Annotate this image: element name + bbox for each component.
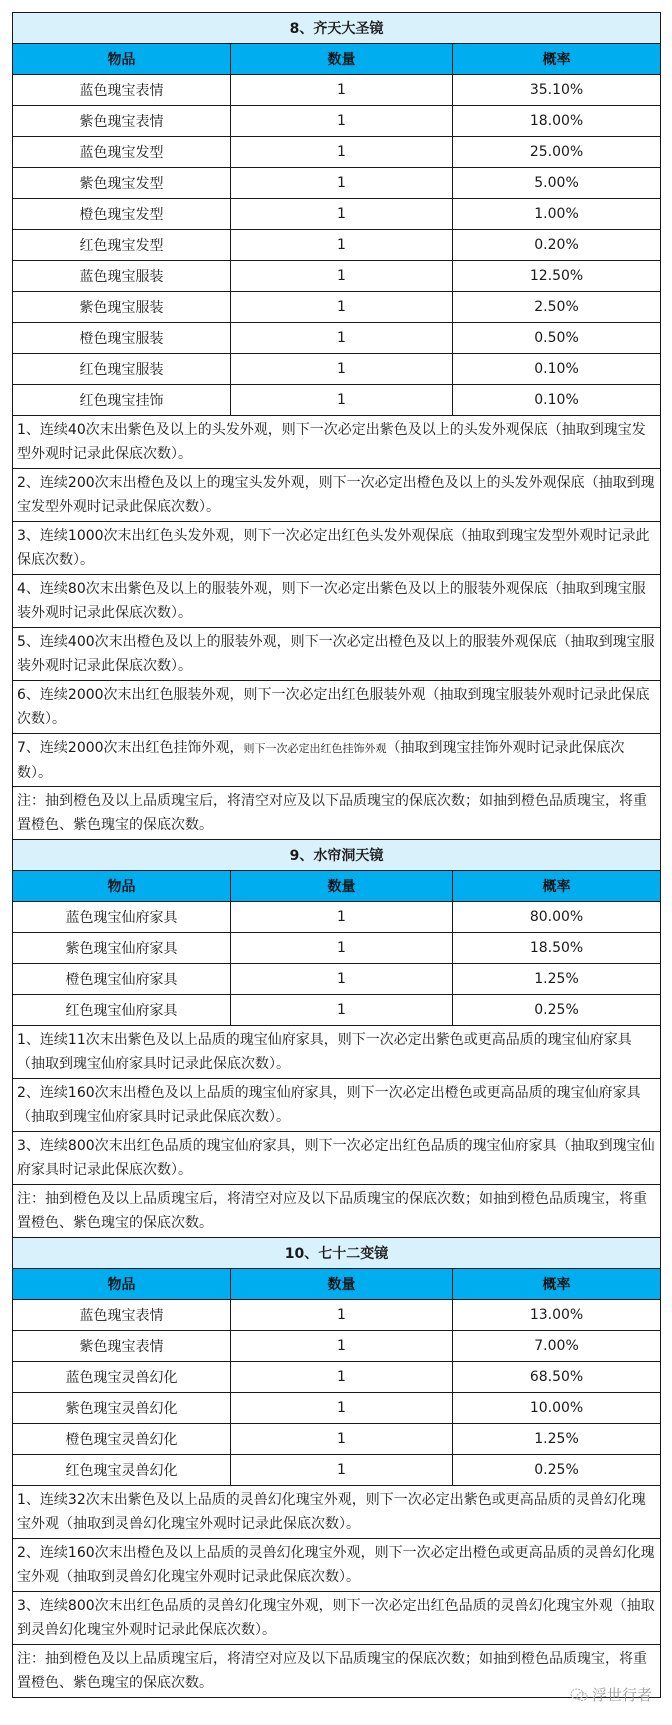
probability-cell: 0.10%	[453, 354, 661, 385]
quantity-cell: 1	[231, 106, 453, 137]
quantity-cell: 1	[231, 902, 453, 933]
item-name-cell: 红色瑰宝服装	[13, 354, 231, 385]
item-name-cell: 橙色瑰宝仙府家具	[13, 964, 231, 995]
item-name-cell: 红色瑰宝仙府家具	[13, 995, 231, 1026]
footnote-row	[13, 1645, 661, 1698]
pity-rule-note: 1、连续40次末出紫色及以上的头发外观，则下一次必定出紫色及以上的头发外观保底（抽取到瑰宝发型外观时记录此保底次数）。	[13, 416, 661, 469]
pity-rule-note: 3、连续1000次末出红色头发外观，则下一次必定出红色头发外观保底（抽取到瑰宝发型外观时记录此保底次数）。	[13, 522, 661, 575]
probability-cell: 12.50%	[453, 261, 661, 292]
probability-cell: 2.50%	[453, 292, 661, 323]
quantity-cell: 1	[231, 168, 453, 199]
probability-cell: 0.25%	[453, 995, 661, 1026]
item-name-cell: 紫色瑰宝表情	[13, 106, 231, 137]
footnote-row	[13, 787, 661, 840]
footnote: 注：抽到橙色及以上品质瑰宝后，将清空对应及以下品质瑰宝的保底次数；如抽到橙色品质瑰宝，将重置橙色、紫色瑰宝的保底次数。	[13, 1185, 661, 1238]
table-row	[13, 354, 661, 385]
note-row	[13, 416, 661, 469]
probability-cell: 1.25%	[453, 1424, 661, 1455]
table-row	[13, 902, 661, 933]
probability-cell: 13.00%	[453, 1300, 661, 1331]
note-row	[13, 575, 661, 628]
note-row	[13, 734, 661, 787]
item-name-cell: 蓝色瑰宝表情	[13, 75, 231, 106]
pity-rule-note	[13, 734, 661, 787]
table-row	[13, 964, 661, 995]
probability-cell: 0.20%	[453, 230, 661, 261]
item-name-cell: 蓝色瑰宝灵兽幻化	[13, 1362, 231, 1393]
item-name-cell: 蓝色瑰宝仙府家具	[13, 902, 231, 933]
note-row	[13, 522, 661, 575]
quantity-cell: 1	[231, 1424, 453, 1455]
quantity-cell: 1	[231, 199, 453, 230]
table-row	[13, 1362, 661, 1393]
item-name-cell: 蓝色瑰宝发型	[13, 137, 231, 168]
column-header: 物品	[13, 871, 231, 902]
probability-cell: 18.00%	[453, 106, 661, 137]
column-header-row	[13, 44, 661, 75]
column-header: 概率	[453, 1269, 661, 1300]
footnote-row	[13, 1185, 661, 1238]
table-row	[13, 199, 661, 230]
table-row	[13, 1331, 661, 1362]
pity-rule-note: 2、连续160次末出橙色及以上品质的灵兽幻化瑰宝外观，则下一次必定出橙色或更高品质的灵兽幻化瑰宝外观（抽取到灵兽幻化瑰宝外观时记录此保底次数）。	[13, 1539, 661, 1592]
table-row	[13, 323, 661, 354]
quantity-cell: 1	[231, 1300, 453, 1331]
probability-cell: 68.50%	[453, 1362, 661, 1393]
probability-cell: 35.10%	[453, 75, 661, 106]
note-text-small: 则下一次必定出红色挂饰外观	[243, 742, 387, 755]
quantity-cell: 1	[231, 230, 453, 261]
note-row	[13, 1486, 661, 1539]
pity-rule-note: 1、连续32次末出紫色及以上品质的灵兽幻化瑰宝外观，则下一次必定出紫色或更高品质的灵兽幻化瑰宝外观（抽取到灵兽幻化瑰宝外观时记录此保底次数）。	[13, 1486, 661, 1539]
quantity-cell: 1	[231, 1393, 453, 1424]
pity-rule-note: 5、连续400次末出橙色及以上的服装外观，则下一次必定出橙色及以上的服装外观保底（抽取到瑰宝服装外观时记录此保底次数）。	[13, 628, 661, 681]
item-name-cell: 蓝色瑰宝表情	[13, 1300, 231, 1331]
footnote: 注：抽到橙色及以上品质瑰宝后，将清空对应及以下品质瑰宝的保底次数；如抽到橙色品质瑰宝，将重置橙色、紫色瑰宝的保底次数。	[13, 1645, 661, 1698]
column-header: 概率	[453, 44, 661, 75]
section-title: 9、水帘洞天镜	[13, 840, 661, 871]
note-row	[13, 1026, 661, 1079]
pity-rule-note: 3、连续800次末出红色品质的灵兽幻化瑰宝外观，则下一次必定出红色品质的灵兽幻化瑰宝外观（抽取到灵兽幻化瑰宝外观时记录此保底次数）。	[13, 1592, 661, 1645]
item-name-cell: 橙色瑰宝发型	[13, 199, 231, 230]
table-row	[13, 385, 661, 416]
column-header-row	[13, 1269, 661, 1300]
section-title-row	[13, 1238, 661, 1269]
item-name-cell: 橙色瑰宝服装	[13, 323, 231, 354]
section-title: 8、齐天大圣镜	[13, 13, 661, 44]
table-row	[13, 1455, 661, 1486]
probability-cell: 80.00%	[453, 902, 661, 933]
quantity-cell: 1	[231, 995, 453, 1026]
quantity-cell: 1	[231, 75, 453, 106]
table-row	[13, 292, 661, 323]
note-row	[13, 628, 661, 681]
item-name-cell: 红色瑰宝发型	[13, 230, 231, 261]
quantity-cell: 1	[231, 933, 453, 964]
item-name-cell: 紫色瑰宝灵兽幻化	[13, 1393, 231, 1424]
section-title-row	[13, 840, 661, 871]
table-row	[13, 1300, 661, 1331]
column-header: 数量	[231, 1269, 453, 1300]
drop-rate-document	[12, 12, 660, 1698]
column-header: 数量	[231, 44, 453, 75]
pity-rule-note: 1、连续11次末出紫色及以上品质的瑰宝仙府家具，则下一次必定出紫色或更高品质的瑰宝仙府家具（抽取到瑰宝仙府家具时记录此保底次数）。	[13, 1026, 661, 1079]
pity-rule-note: 4、连续80次末出紫色及以上的服装外观，则下一次必定出紫色及以上的服装外观保底（抽取到瑰宝服装外观时记录此保底次数）。	[13, 575, 661, 628]
table-row	[13, 995, 661, 1026]
table-row	[13, 168, 661, 199]
watermark	[570, 1684, 652, 1705]
section-title: 10、七十二变镜	[13, 1238, 661, 1269]
quantity-cell: 1	[231, 261, 453, 292]
note-row	[13, 469, 661, 522]
item-name-cell: 紫色瑰宝仙府家具	[13, 933, 231, 964]
column-header: 概率	[453, 871, 661, 902]
item-name-cell: 紫色瑰宝发型	[13, 168, 231, 199]
probability-cell: 10.00%	[453, 1393, 661, 1424]
drop-rate-table	[12, 12, 661, 1698]
note-text: （抽取到瑰宝挂饰外观时记录此保底次数）。	[17, 740, 625, 781]
section-title-row	[13, 13, 661, 44]
item-name-cell: 红色瑰宝灵兽幻化	[13, 1455, 231, 1486]
table-row	[13, 137, 661, 168]
column-header-row	[13, 871, 661, 902]
note-row	[13, 1592, 661, 1645]
note-row	[13, 681, 661, 734]
note-row	[13, 1132, 661, 1185]
table-row	[13, 1424, 661, 1455]
quantity-cell: 1	[231, 1362, 453, 1393]
quantity-cell: 1	[231, 1331, 453, 1362]
probability-cell: 5.00%	[453, 168, 661, 199]
pity-rule-note: 2、连续160次末出橙色及以上品质的瑰宝仙府家具，则下一次必定出橙色或更高品质的瑰宝仙府家具（抽取到瑰宝仙府家具时记录此保底次数）。	[13, 1079, 661, 1132]
quantity-cell: 1	[231, 292, 453, 323]
probability-cell: 25.00%	[453, 137, 661, 168]
column-header: 物品	[13, 44, 231, 75]
table-row	[13, 261, 661, 292]
item-name-cell: 紫色瑰宝表情	[13, 1331, 231, 1362]
probability-cell: 18.50%	[453, 933, 661, 964]
column-header: 数量	[231, 871, 453, 902]
quantity-cell: 1	[231, 354, 453, 385]
probability-cell: 1.25%	[453, 964, 661, 995]
item-name-cell: 蓝色瑰宝服装	[13, 261, 231, 292]
column-header: 物品	[13, 1269, 231, 1300]
footnote: 注：抽到橙色及以上品质瑰宝后，将清空对应及以下品质瑰宝的保底次数；如抽到橙色品质瑰宝，将重置橙色、紫色瑰宝的保底次数。	[13, 787, 661, 840]
table-row	[13, 75, 661, 106]
probability-cell: 0.50%	[453, 323, 661, 354]
pity-rule-note: 6、连续2000次末出红色服装外观，则下一次必定出红色服装外观（抽取到瑰宝服装外观时记录此保底次数）。	[13, 681, 661, 734]
wechat-icon	[570, 1688, 588, 1702]
note-row	[13, 1539, 661, 1592]
note-row	[13, 1079, 661, 1132]
item-name-cell: 橙色瑰宝灵兽幻化	[13, 1424, 231, 1455]
note-text: 7、连续2000次末出红色挂饰外观，	[17, 740, 244, 756]
item-name-cell: 红色瑰宝挂饰	[13, 385, 231, 416]
quantity-cell: 1	[231, 1455, 453, 1486]
table-row	[13, 106, 661, 137]
table-row	[13, 933, 661, 964]
probability-cell: 0.25%	[453, 1455, 661, 1486]
pity-rule-note: 3、连续800次末出红色品质的瑰宝仙府家具，则下一次必定出红色品质的瑰宝仙府家具（抽取到瑰宝仙府家具时记录此保底次数）。	[13, 1132, 661, 1185]
probability-cell: 0.10%	[453, 385, 661, 416]
watermark-text: 浮世行者	[591, 1686, 652, 1704]
quantity-cell: 1	[231, 385, 453, 416]
quantity-cell: 1	[231, 137, 453, 168]
table-row	[13, 1393, 661, 1424]
probability-cell: 7.00%	[453, 1331, 661, 1362]
quantity-cell: 1	[231, 323, 453, 354]
table-row	[13, 230, 661, 261]
item-name-cell: 紫色瑰宝服装	[13, 292, 231, 323]
probability-cell: 1.00%	[453, 199, 661, 230]
pity-rule-note: 2、连续200次末出橙色及以上的瑰宝头发外观，则下一次必定出橙色及以上的头发外观保底（抽取到瑰宝发型外观时记录此保底次数）。	[13, 469, 661, 522]
quantity-cell: 1	[231, 964, 453, 995]
